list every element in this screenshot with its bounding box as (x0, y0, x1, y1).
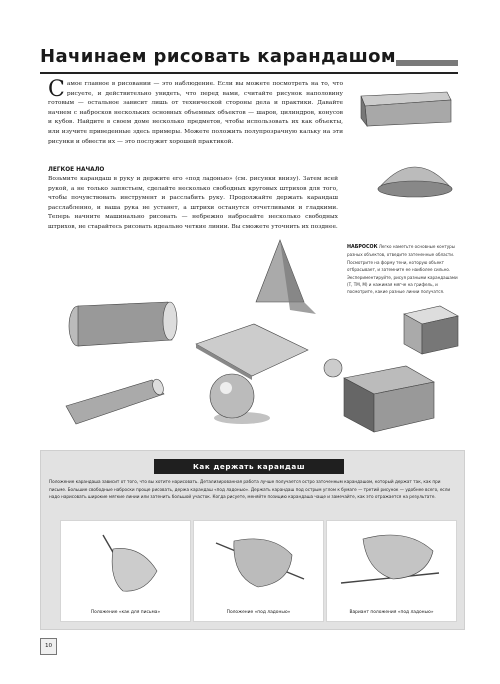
section-heading: ЛЕГКОЕ НАЧАЛО (48, 167, 105, 173)
pencil-holding-text: Положение карандаша зависит от того, что вы хотите нарисовать. Детализированная работа лучше получается остро заточенным карандашом, который держат так, как при письме. Большие свободные наброски проще рисовать, держа карандаш «под ладонью». Держать карандаш под острым углом к бумаге — третий рисунок — удобнее всего, если надо нарисовать широкие мягкие линии или затенить большой участок. Когда рисуете, меняйте позицию карандаша чаще и замечайте, как это отражается на результате. (49, 479, 451, 500)
cone-sketch-illustration (250, 236, 320, 326)
section-text: Возьмите карандаш в руку и держите его «под ладонью» (см. рисунки внизу). Затем всей рукой, а не только запястьем, сделайте несколько свободных круговых штрихов для того, чтобы почувствовать инструмент и расслабить руку. Продолжайте держать карандаш расслабленно, и ваша рука не устанет, а штрихи останутся отчетливыми и гладкими. Теперь начните машинально рисовать — небрежно набросайте несколько свободных штрихов, не старайтесь рисовать идеально четкие линии. Вы сможете уточнить их позднее. (48, 176, 338, 230)
page-title: Начинаем рисовать карандашом (40, 46, 397, 67)
hand-card-underhand-variant (326, 520, 457, 622)
hand-caption-writing: Положение «как для письма» (90, 610, 161, 615)
hand-card-underhand (193, 520, 324, 622)
underhand-variant-hand-illustration (327, 521, 456, 605)
pencil-holding-heading: Как держать карандаш (154, 459, 344, 474)
hand-card-writing (60, 520, 191, 622)
dome-sketch-illustration (370, 155, 460, 200)
cube-sketch-illustration (400, 300, 462, 358)
drop-cap: С (48, 77, 65, 102)
writing-hand-illustration (61, 521, 190, 605)
box-sketch-illustration (355, 88, 455, 130)
sketch-note-label: НАБРОСОК (347, 245, 378, 250)
title-rule-accent (396, 60, 458, 66)
sketch-note-text: Легко наметьте основные контуры разных объектов, отведите затененные области. Посмотрите на форму тени, которую объект отбрасывает, и затемните ее наиболее сильно. Экспериментируйте, рисуя разными карандашами (Т, ТМ, М) и нажимая мягче на грифель, и посмотрите, какие разные линии получатся. (347, 244, 458, 295)
hand-caption-underhand: Положение «под ладонью» (226, 610, 291, 615)
sphere-sketch-illustration (202, 368, 272, 428)
page-number: 10 (40, 638, 57, 655)
intro-paragraph (48, 77, 343, 147)
hand-caption-underhand-variant: Вариант положения «под ладонью» (349, 610, 434, 615)
intro-text: амое главное в рисовании — это наблюдение. Если вы можете посмотреть на то, что рисуете, и действительно увидеть, что перед вами, считайте рисунок наполовину готовым — остальное зависит лишь от технической стороны дела и практики. Давайте начнем с набросков нескольких основных объемных объектов — шаров, цилиндров, конусов и кубов. Найдите в своем доме несколько предметов, чтобы использовать их как объекты, или изучите приведенные здесь примеры. Можете положить полупрозрачную кальку на эти рисунки и обвести их — это послужит хорошей практикой. (48, 81, 343, 145)
title-bar (40, 44, 458, 74)
tube-sketch-illustration (60, 376, 170, 432)
sketch-note (347, 243, 460, 296)
underhand-hand-illustration (194, 521, 323, 605)
block-sketch-illustration (330, 360, 448, 440)
cylinder-band-sketch-illustration (62, 300, 182, 352)
